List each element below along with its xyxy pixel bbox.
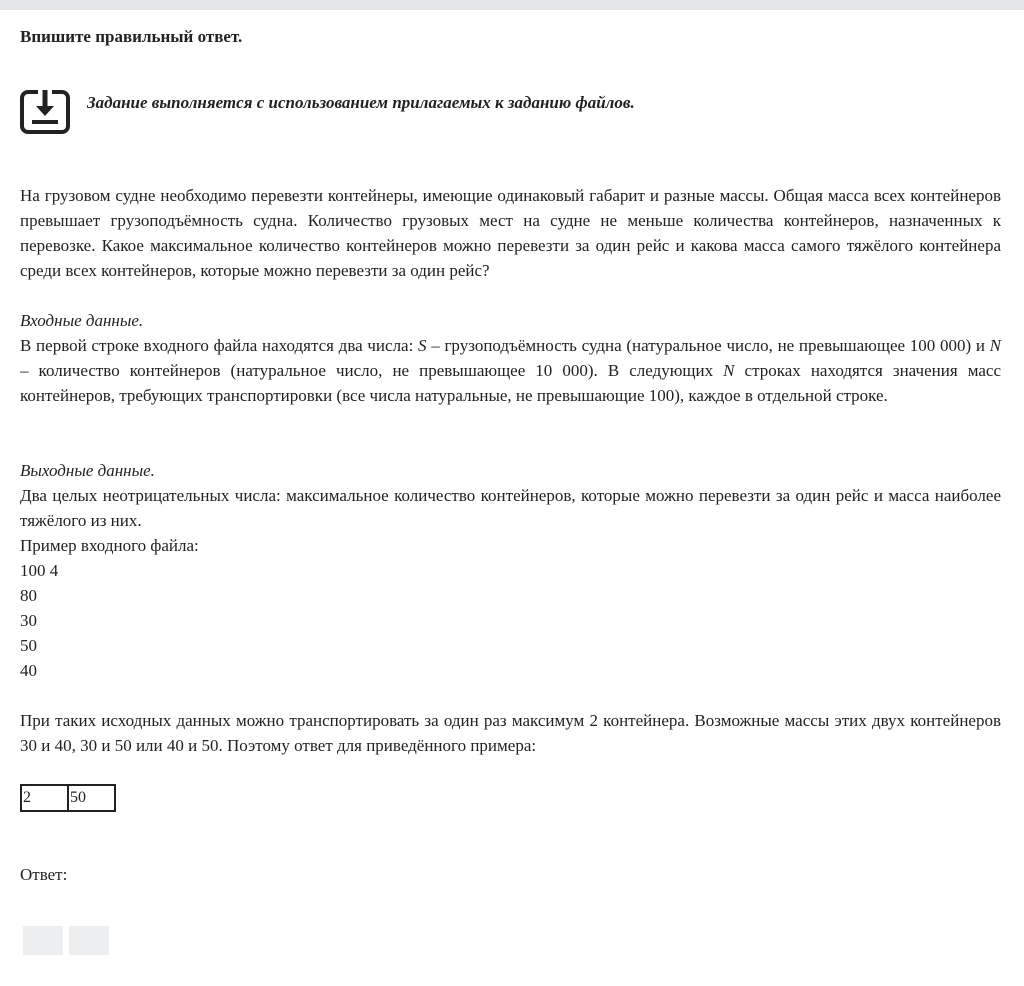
answer-label: Ответ: bbox=[20, 865, 68, 884]
file-notice-text: Задание выполняется с использованием прилагаемых к заданию файлов. bbox=[87, 93, 635, 112]
input-text-part: – количество контейнеров (натуральное число, не превышающее 10 000). В следующих bbox=[20, 361, 724, 380]
input-text-part: строках находятся значения масс контейнеров, требующих транспортировки (все числа натуральные, не превышающие 100), каждое в отдельной строке. bbox=[20, 361, 1001, 405]
input-text-part: – грузоподъёмность судна (натуральное число, не превышающее 100 000) и bbox=[426, 336, 990, 355]
example-label: Пример входного файла: bbox=[20, 536, 199, 555]
example-explanation: При таких исходных данных можно транспортировать за один раз максимум 2 контейнера. Возможные массы этих двух контейнеров 30 и 40, 30 и 50 или 40 и 50. Поэтому ответ для приведённого примера: bbox=[20, 711, 1001, 755]
input-heading: Входные данные. bbox=[20, 311, 144, 330]
answer-input-1[interactable] bbox=[23, 926, 63, 955]
top-bar bbox=[0, 0, 1024, 10]
example-line: 100 4 bbox=[20, 561, 59, 580]
output-heading: Выходные данные. bbox=[20, 461, 155, 480]
variable-n: N bbox=[723, 361, 735, 380]
example-line: 30 bbox=[20, 611, 37, 630]
instruction-heading: Впишите правильный ответ. bbox=[20, 27, 243, 46]
answer-input-2[interactable] bbox=[69, 926, 109, 955]
example-line: 80 bbox=[20, 586, 37, 605]
input-description bbox=[20, 333, 1001, 408]
example-line: 40 bbox=[20, 661, 37, 680]
example-line: 50 bbox=[20, 636, 37, 655]
variable-n: N bbox=[989, 336, 1001, 355]
example-answer-table bbox=[20, 784, 116, 812]
variable-s: S bbox=[418, 336, 427, 355]
input-text-part: В первой строке входного файла находятся два числа: bbox=[20, 336, 419, 355]
example-answer-cell: 2 bbox=[21, 785, 68, 811]
table-row bbox=[21, 785, 115, 811]
output-description: Два целых неотрицательных числа: максимальное количество контейнеров, которые можно перевезти за один рейс и масса наиболее тяжёлого из них. bbox=[20, 486, 1001, 530]
download-tray-icon bbox=[20, 90, 70, 134]
problem-intro: На грузовом судне необходимо перевезти контейнеры, имеющие одинаковый габарит и разные массы. Общая масса всех контейнеров превышает грузоподъёмность судна. Количество грузовых мест на судне не меньше количества контейнеров, назначенных к перевозке. Какое максимальное количество контейнеров можно перевезти за один рейс и какова масса самого тяжёлого контейнера среди всех контейнеров, которые можно перевезти за один рейс? bbox=[20, 186, 1001, 280]
example-answer-cell: 50 bbox=[68, 785, 115, 811]
